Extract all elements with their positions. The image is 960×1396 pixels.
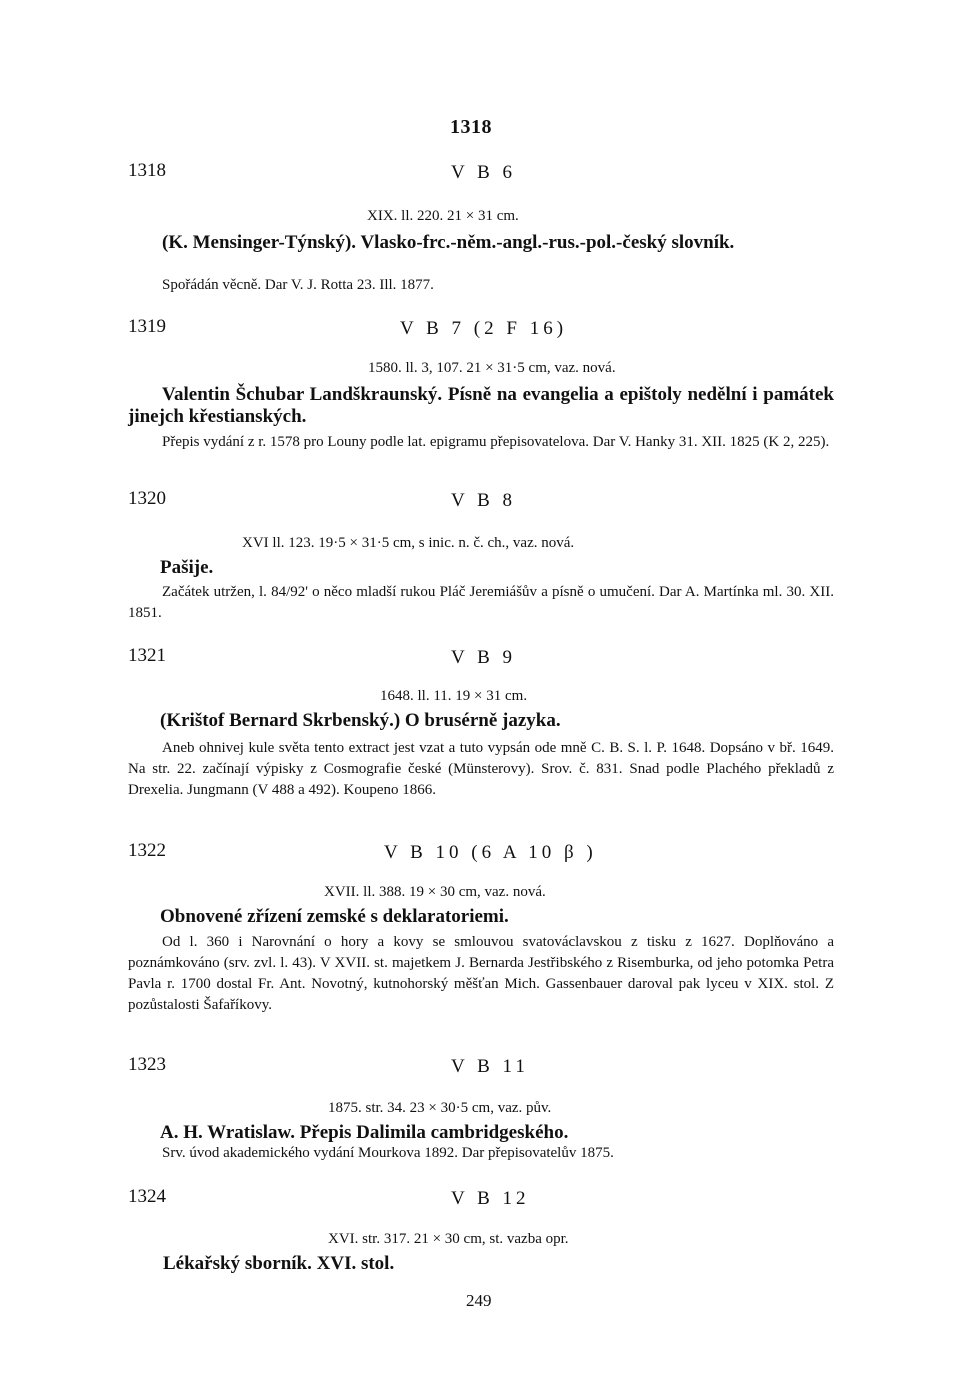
physical-description: XVI. str. 317. 21 × 30 cm, st. vazba opr. [328,1231,569,1247]
entry-number: 1321 [128,645,166,666]
shelf-signature: V B 12 [451,1188,530,1209]
entry-title: (Krištof Bernard Skrbenský.) O brusérně jazyka. [160,710,561,731]
physical-description: 1648. ll. 11. 19 × 31 cm. [380,688,528,704]
entry-note: Aneb ohnivej kule světa tento extract jest vzat a tuto vypsán ode mně C. B. S. l. P. 1648. Dopsáno v bř. 1649. Na str. 22. začínají výpisky z Cosmografie české (Münsterovy). Srov. č. 831. Snad podle Plachého překladů z Drexelia. Jungmann (V 488 a 492). Koupeno 1866. [128,740,834,798]
page-number: 249 [466,1291,492,1310]
entry-number: 1320 [128,488,166,509]
physical-description: XIX. ll. 220. 21 × 31 cm. [367,208,519,224]
entry-title: Pašije. [160,557,214,578]
entry-note: Srv. úvod akademického vydání Mourkova 1892. Dar přepisovatelův 1875. [162,1145,614,1161]
physical-description: 1580. ll. 3, 107. 21 × 31·5 cm, vaz. nová. [368,360,616,376]
entry-number: 1319 [128,316,166,337]
entry-number: 1324 [128,1186,166,1207]
entry-number: 1322 [128,840,166,861]
entry-title: A. H. Wratislaw. Přepis Dalimila cambridgeského. [160,1122,569,1143]
shelf-signature: V B 7 (2 F 16) [400,318,568,339]
entry-title: Valentin Šchubar Landškraunský. Písně na evangelia a epištoly nedělní i památek jinejch křestianských. [128,384,834,427]
entry-number: 1323 [128,1054,166,1075]
shelf-signature: V B 11 [451,1056,529,1077]
shelf-signature: V B 8 [451,490,517,511]
entry-note: Od l. 360 i Narovnání o hory a kovy se smlouvou svatováclavskou z tisku z 1627. Doplňováno a poznámkováno (srv. zvl. l. 43). V XVII. st. majetkem J. Bernarda Jestřibského z Risemburka, od jeho potomka Petra Pavla r. 1700 dostal Fr. Ant. Novotný, kutnohorský měšťan Mich. Gassenbauer daroval pak lyceu v XIX. stol. Z pozůstalosti Šafaříkovy. [128,934,834,1013]
running-head: 1318 [450,116,492,138]
entry-title: (K. Mensinger-Týnský). Vlasko-frc.-něm.-angl.-rus.-pol.-český slovník. [162,232,735,253]
entry-number: 1318 [128,160,166,181]
shelf-signature: V B 9 [451,647,517,668]
shelf-signature: V B 10 (6 A 10 β ) [384,842,597,863]
shelf-signature: V B 6 [451,162,517,183]
physical-description: XVI ll. 123. 19·5 × 31·5 cm, s inic. n. č. ch., vaz. nová. [242,535,575,551]
entry-note: Přepis vydání z r. 1578 pro Louny podle lat. epigramu přepisovatelova. Dar V. Hanky 31. XII. 1825 (K 2, 225). [162,434,830,450]
entry-title: Obnovené zřízení zemské s deklaratoriemi. [160,906,509,927]
entry-note: Začátek utržen, l. 84/92' o něco mladší rukou Pláč Jeremiášův a písně o umučení. Dar A. Martínka ml. 30. XII. 1851. [128,584,834,621]
entry-note: Spořádán věcně. Dar V. J. Rotta 23. Ill. 1877. [162,277,434,293]
physical-description: 1875. str. 34. 23 × 30·5 cm, vaz. pův. [328,1100,552,1116]
entry-title: Lékařský sborník. XVI. stol. [163,1253,395,1274]
physical-description: XVII. ll. 388. 19 × 30 cm, vaz. nová. [324,884,546,900]
